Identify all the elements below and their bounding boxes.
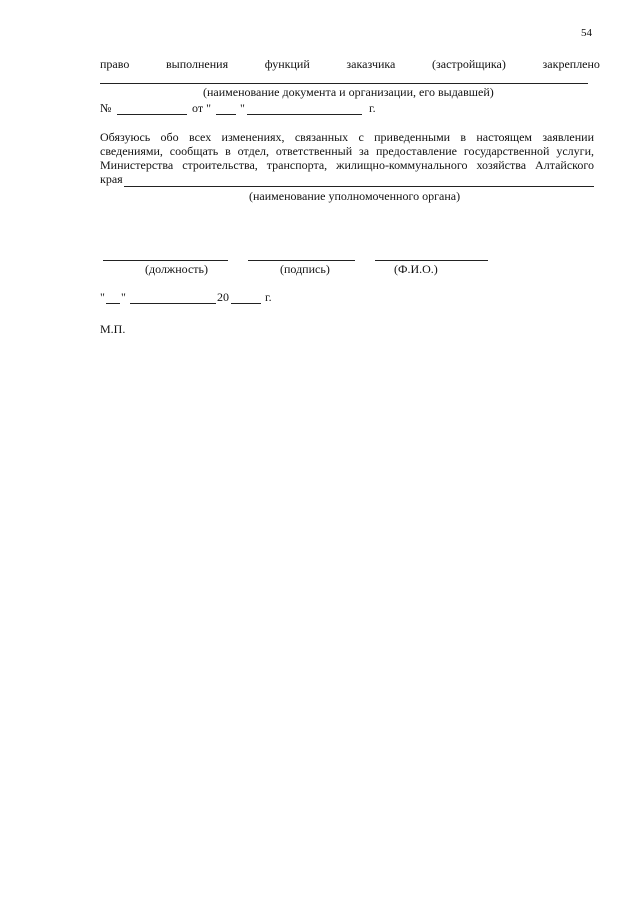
paragraph-line: сведениями, сообщать в отдел, ответственный за предоставление государственной услуги,: [100, 144, 594, 158]
year-suffix: г.: [369, 101, 376, 115]
date-century: 20: [217, 290, 229, 304]
date-close-quote: ": [121, 290, 126, 304]
obligation-paragraph: [100, 130, 594, 172]
signature-blank[interactable]: [248, 260, 355, 261]
signature-caption: (подпись): [280, 262, 330, 276]
paragraph-last-word: края: [100, 172, 123, 186]
from-label: от ": [192, 101, 211, 115]
day-blank[interactable]: [216, 114, 236, 115]
date-year-blank[interactable]: [231, 303, 261, 304]
intro-word: право: [100, 57, 130, 71]
intro-word: заказчика: [346, 57, 396, 71]
paragraph-line: Министерства строительства, транспорта, жилищно-коммунального хозяйства Алтайского: [100, 158, 594, 172]
authority-caption: (наименование уполномоченного органа): [249, 189, 461, 203]
intro-word: функций: [264, 57, 310, 71]
quote-close: ": [240, 101, 245, 115]
intro-word: закреплено: [542, 57, 600, 71]
date-day-blank[interactable]: [106, 303, 120, 304]
seal-label: М.П.: [100, 322, 126, 336]
name-blank[interactable]: [375, 260, 488, 261]
intro-line: [100, 57, 600, 71]
date-month-blank[interactable]: [130, 303, 216, 304]
fio-caption: (Ф.И.О.): [394, 262, 438, 276]
position-blank[interactable]: [103, 260, 228, 261]
number-label: №: [100, 101, 112, 115]
month-year-blank[interactable]: [247, 114, 362, 115]
paragraph-line: Обязуюсь обо всех изменениях, связанных с приведенными в настоящем заявлении: [100, 130, 594, 144]
document-caption: (наименование документа и организации, его выдавшей): [203, 85, 494, 99]
number-blank[interactable]: [117, 114, 187, 115]
authority-blank[interactable]: [124, 186, 594, 187]
date-open-quote: ": [100, 290, 105, 304]
position-caption: (должность): [145, 262, 208, 276]
document-name-blank[interactable]: [100, 83, 588, 84]
page-number: 54: [581, 27, 592, 39]
date-year-suffix: г.: [265, 290, 272, 304]
intro-word: выполнения: [166, 57, 229, 71]
intro-word: (застройщика): [432, 57, 506, 71]
